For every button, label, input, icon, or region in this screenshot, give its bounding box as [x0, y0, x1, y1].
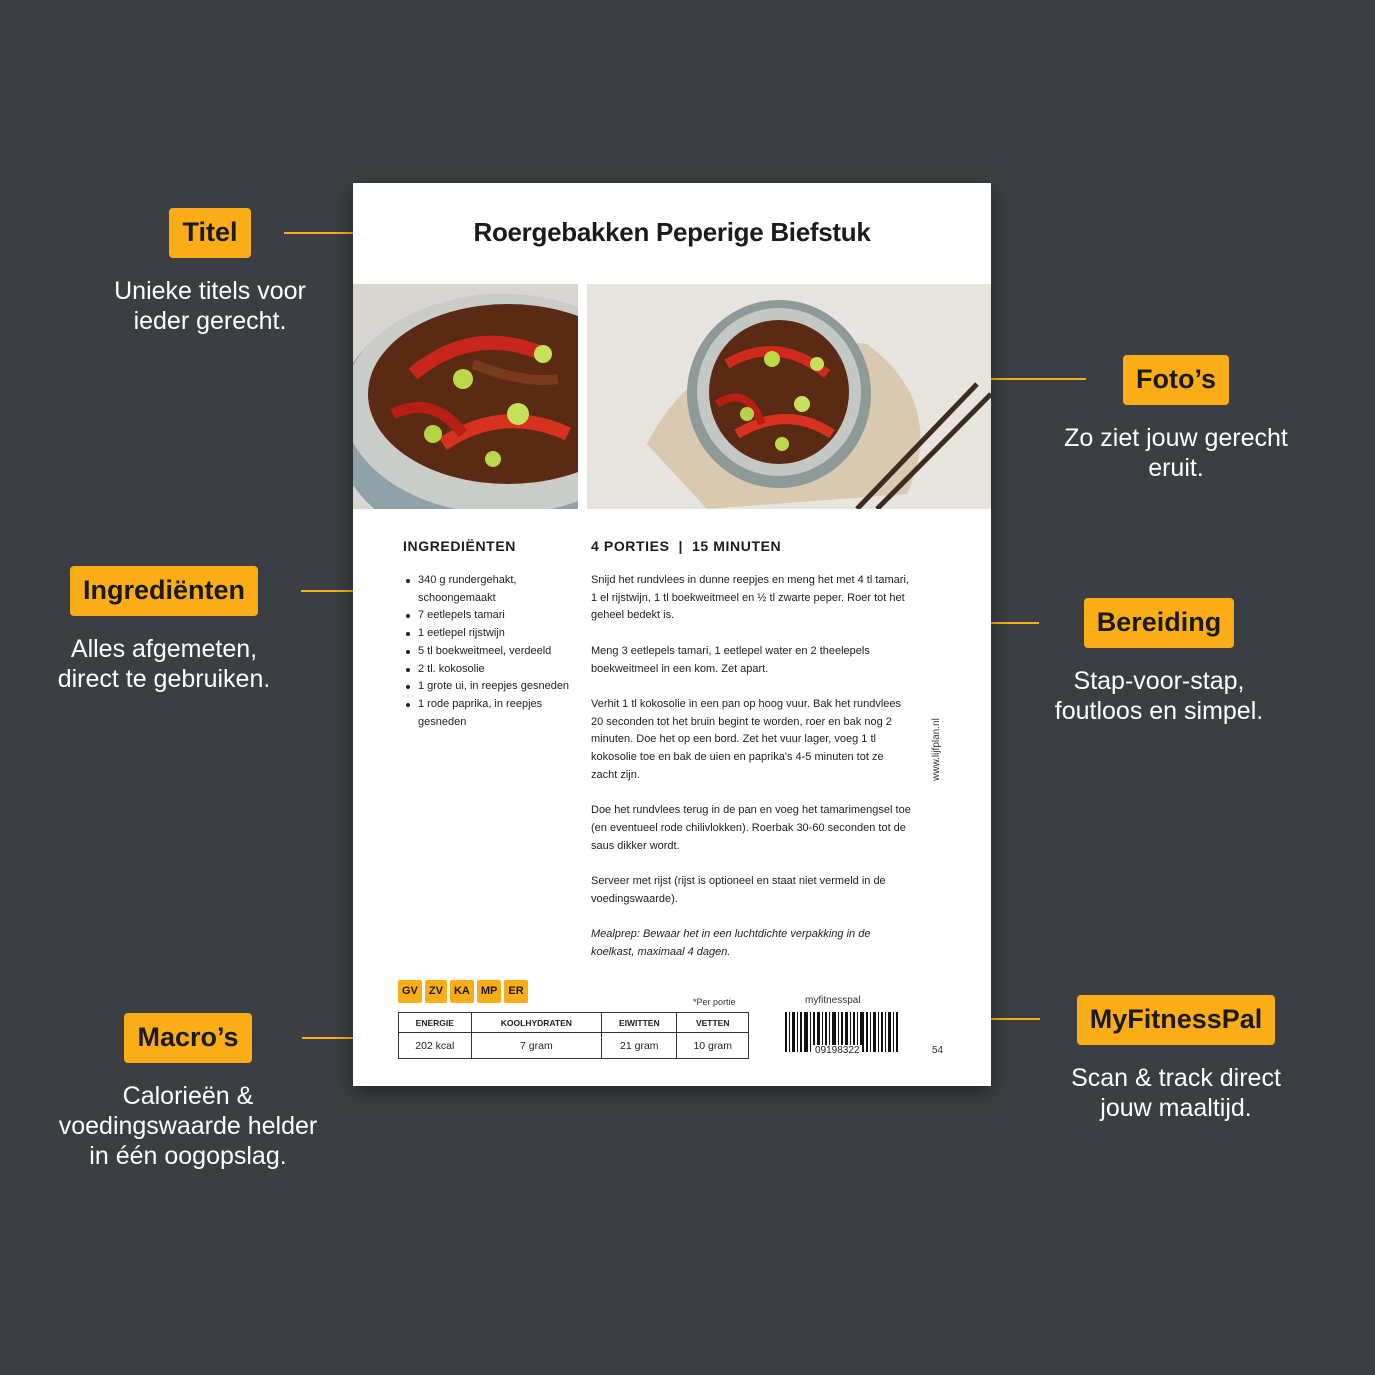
- macro-value: 21 gram: [602, 1033, 677, 1059]
- callout-tag: MyFitnessPal: [1077, 995, 1276, 1045]
- callout-tag: Macro’s: [124, 1013, 251, 1063]
- callout-tag: Ingrediënten: [70, 566, 258, 616]
- callout-description: Unieke titels voor ieder gerecht.: [114, 276, 306, 335]
- macro-table: [398, 1012, 749, 1059]
- barcode-number: 09198322: [815, 1045, 860, 1056]
- macro-header: VETTEN: [677, 1013, 749, 1033]
- callout-bereiding: [1019, 598, 1299, 726]
- macro-value: 202 kcal: [399, 1033, 472, 1059]
- diet-badge: GV: [398, 980, 422, 1003]
- callout-fotos: [1036, 355, 1316, 483]
- macro-value: 7 gram: [471, 1033, 602, 1059]
- list-item: 5 tl boekweitmeel, verdeeld: [402, 643, 574, 661]
- ingredients-list: [402, 572, 574, 731]
- ingredients-heading: INGREDIËNTEN: [403, 538, 516, 554]
- callout-tag: Bereiding: [1084, 598, 1235, 648]
- step-paragraph: Serveer met rijst (rijst is optioneel en staat niet vermeld in de voedingswaarde).: [591, 874, 886, 905]
- servings-time-heading: 4 PORTIES | 15 MINUTEN: [591, 538, 782, 554]
- callout-macros: [28, 1013, 348, 1171]
- step-paragraph: Verhit 1 tl kokosolie in een pan op hoog vuur. Bak het rundvlees 20 seconden tot het bruin begint te worden, roer en bak nog 2 minuten. Doe het op een bord. Zet het vuur lager, voeg 1 tl kokosolie toe en bak de uien en paprika's 4-5 minuten tot ze zacht zijn.: [591, 697, 902, 781]
- callout-tag: Foto’s: [1123, 355, 1229, 405]
- table-row: [399, 1033, 749, 1059]
- callout-myfitnesspal: [1036, 995, 1316, 1123]
- preparation-steps: [591, 572, 911, 979]
- recipe-photo-overhead: [587, 284, 991, 509]
- list-item: 1 eetlepel rijstwijn: [402, 625, 574, 643]
- list-item: 1 grote ui, in reepjes gesneden: [402, 678, 574, 696]
- myfitnesspal-label: myfitnesspal: [805, 995, 861, 1006]
- callout-description: Stap-voor-stap, foutloos en simpel.: [1054, 666, 1264, 725]
- callout-description: Scan & track direct jouw maaltijd.: [1071, 1063, 1281, 1122]
- diet-badges: [398, 980, 528, 1003]
- diet-badge: ZV: [425, 980, 447, 1003]
- mealprep-note: Mealprep: Bewaar het in een luchtdichte verpakking in de koelkast, maximaal 4 dagen.: [591, 927, 871, 958]
- list-item: 7 eetlepels tamari: [402, 607, 574, 625]
- callout-ingredienten: [24, 566, 304, 694]
- recipe-photo-closeup: [353, 284, 578, 509]
- list-item: 1 rode paprika, in reepjes gesneden: [402, 696, 574, 731]
- callout-description: Zo ziet jouw gerecht eruit.: [1064, 423, 1288, 482]
- per-portion-note: *Per portie: [693, 997, 736, 1007]
- list-item: 340 g rundergehakt, schoongemaakt: [402, 572, 574, 607]
- recipe-page: [353, 183, 991, 1086]
- step-paragraph: Meng 3 eetlepels tamari, 1 eetlepel water en 2 theelepels boekweitmeel in een kom. Zet apart.: [591, 644, 870, 675]
- macro-header: KOOLHYDRATEN: [471, 1013, 602, 1033]
- macro-header: EIWITTEN: [602, 1013, 677, 1033]
- step-paragraph: Doe het rundvlees terug in de pan en voeg het tamarimengsel toe (en eventueel rode chilivlokken). Roerbak 30-60 seconden tot de saus dikker wordt.: [591, 804, 911, 852]
- macro-header: ENERGIE: [399, 1013, 472, 1033]
- callout-description: Calorieën & voedingswaarde helder in één oogopslag.: [58, 1081, 318, 1170]
- diet-badge: MP: [477, 980, 502, 1003]
- website-url: www.lijfplan.nl: [931, 718, 942, 781]
- diet-badge: ER: [504, 980, 527, 1003]
- macro-value: 10 gram: [677, 1033, 749, 1059]
- step-paragraph: Snijd het rundvlees in dunne reepjes en meng het met 4 tl tamari, 1 el rijstwijn, 1 tl boekweitmeel en ½ tl zwarte peper. Roer tot het geheel bedekt is.: [591, 574, 909, 622]
- callout-description: Alles afgemeten, direct te gebruiken.: [57, 634, 271, 693]
- page-number: 54: [932, 1045, 944, 1056]
- table-header-row: [399, 1013, 749, 1033]
- list-item: 2 tl. kokosolie: [402, 661, 574, 679]
- callout-tag: Titel: [169, 208, 250, 258]
- diet-badge: KA: [450, 980, 474, 1003]
- callout-titel: [70, 208, 350, 336]
- recipe-title: Roergebakken Peperige Biefstuk: [473, 217, 871, 247]
